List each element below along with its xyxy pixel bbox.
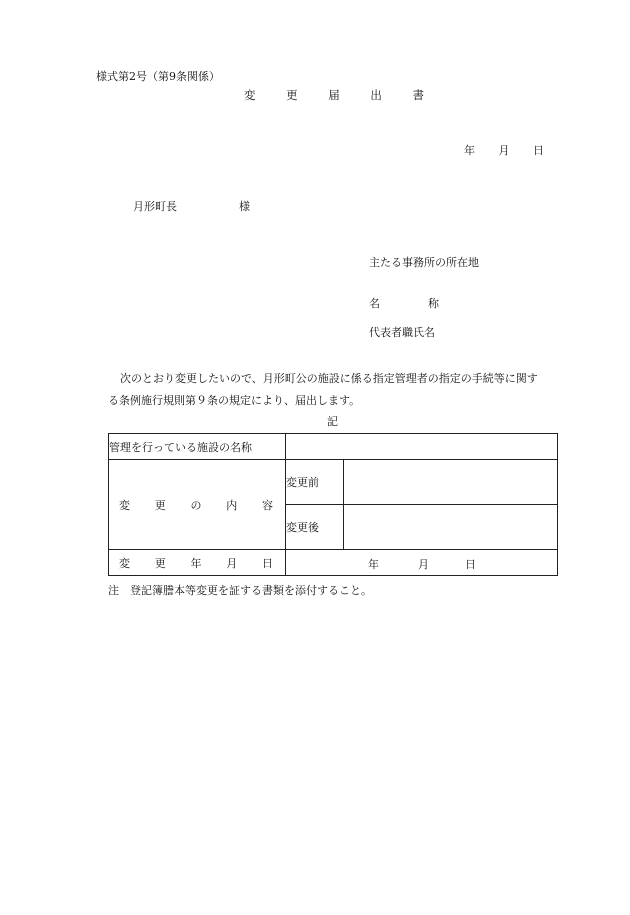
document-title [244,90,424,102]
date-day-label: 日 [533,144,544,157]
ki-heading: 記 [327,415,338,428]
change-content-char: の [190,498,202,512]
change-date-row [109,550,558,576]
change-date-day: 日 [465,557,476,571]
date-year-label: 年 [464,144,475,157]
facility-name-label: 管理を行っている施設の名称 [109,434,286,460]
change-details-table [108,433,558,576]
form-number-label: 様式第2号（第9条関係） [96,70,220,83]
submission-date [464,145,544,156]
change-date-char: 日 [262,556,273,570]
change-date-char: 年 [190,556,202,570]
office-address-label: 主たる事務所の所在地 [369,256,479,269]
change-date-char: 更 [154,556,166,570]
facility-name-field[interactable] [286,434,558,460]
organization-name-label [369,298,439,309]
change-date-year: 年 [368,557,379,571]
title-char: 届 [328,88,340,102]
body-text-line-2: る条例施行規則第９条の規定により、届出します。 [108,394,361,407]
change-content-char: 更 [154,498,166,512]
change-date-char: 変 [119,556,130,570]
change-before-row [109,460,558,505]
attachment-note: 注 登記簿謄本等変更を証する書類を添付すること。 [108,584,372,597]
change-date-char: 月 [226,556,238,570]
change-date-field[interactable] [286,550,558,576]
title-char: 書 [412,88,424,102]
change-date-month: 月 [418,557,429,571]
before-change-field[interactable] [344,460,558,505]
date-month-label: 月 [498,144,510,157]
representative-label: 代表者職氏名 [369,326,435,339]
after-change-label: 変更後 [286,505,344,550]
change-content-char: 変 [119,498,130,512]
before-change-label: 変更前 [286,460,344,505]
change-content-char: 内 [226,498,238,512]
change-date-label [109,550,286,576]
after-change-field[interactable] [344,505,558,550]
addressee-honorific: 様 [239,200,250,213]
addressee-name: 月形町長 [133,200,177,213]
title-char: 変 [244,88,256,102]
body-text-line-1: 次のとおり変更したいので、月形町公の施設に係る指定管理者の指定の手続等に関す [120,372,538,385]
title-char: 出 [370,88,382,102]
name-label-char: 称 [428,297,439,310]
name-label-char: 名 [369,297,380,310]
change-content-char: 容 [262,498,273,512]
facility-name-row [109,434,558,460]
title-char: 更 [286,88,298,102]
change-content-label [109,460,286,550]
